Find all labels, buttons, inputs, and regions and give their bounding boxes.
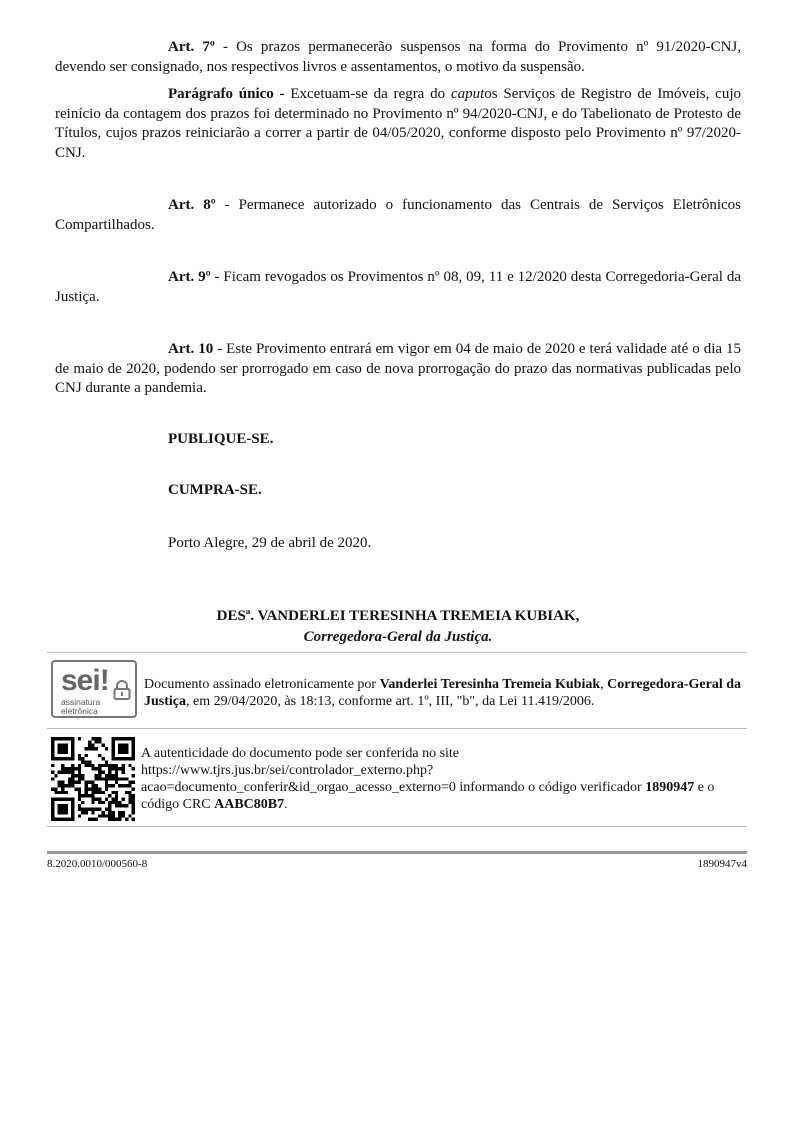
verification-text-t1: A autenticidade do documento pode ser conferida no site https://www.tjrs.jus.br/sei/controlador_externo.php?acao=documento_conferir&id_orgao_acesso_externo=0 informando o código verificador bbox=[141, 746, 646, 795]
article-10-text: - Este Provimento entrará em vigor em 04 de maio de 2020 e terá validade até o dia 15 de maio de 2020, podendo ser prorrogado em caso de nova prorrogação do prazo das normativas publicadas pelo CNJ durante a pandemia. bbox=[55, 341, 741, 396]
qr-code-icon bbox=[51, 737, 135, 821]
article-8-label: Art. 8º bbox=[168, 197, 216, 213]
signature-statement-t3: , em 29/04/2020, às 18:13, conforme art. 1º, III, "b", da Lei 11.419/2006. bbox=[186, 694, 595, 709]
sei-logo-line2: eletrônica bbox=[61, 706, 98, 716]
verification-box bbox=[47, 737, 747, 823]
sei-logo-line1: assinatura bbox=[61, 697, 101, 707]
signature-statement bbox=[144, 676, 747, 710]
signature-statement-t2: , bbox=[600, 677, 608, 692]
divider-middle bbox=[47, 728, 747, 729]
sei-logo-subtitle bbox=[61, 698, 100, 716]
footer-rule bbox=[47, 851, 747, 854]
signer-role: Corregedora-Geral da Justiça. bbox=[303, 629, 493, 645]
divider-top bbox=[47, 652, 747, 653]
signature-statement-name: Vanderlei Teresinha Tremeia Kubiak bbox=[379, 677, 601, 692]
lock-icon bbox=[113, 680, 131, 700]
local-date: Porto Alegre, 29 de abril de 2020. bbox=[168, 534, 372, 551]
document-body bbox=[55, 38, 741, 648]
article-9-text: - Ficam revogados os Provimentos nº 08, 09, 11 e 12/2020 desta Corregedoria-Geral da Justiça. bbox=[55, 269, 741, 305]
process-number: 8.2020.0010/000560-8 bbox=[47, 858, 148, 870]
sei-logo bbox=[51, 660, 137, 718]
paragrafo-unico-italic: caput bbox=[450, 86, 485, 102]
article-7-label: Art. 7º bbox=[168, 39, 215, 55]
verification-text-t2: e o código CRC bbox=[141, 780, 715, 812]
divider-bottom bbox=[47, 826, 747, 827]
article-7 bbox=[55, 38, 741, 77]
signature-statement-role: Corregedora-Geral da Justiça bbox=[144, 677, 742, 709]
verification-text-t3: . bbox=[284, 797, 288, 812]
paragrafo-unico-label: Parágrafo único - bbox=[168, 86, 285, 102]
electronic-signature-box bbox=[47, 660, 747, 720]
signature-block bbox=[55, 606, 741, 648]
article-10-label: Art. 10 bbox=[168, 341, 214, 357]
publique-se: PUBLIQUE-SE. bbox=[168, 430, 274, 447]
paragrafo-unico-text-after: os Serviços de Registro de Imóveis, cujo reinício da contagem dos prazos foi determinado no Provimento nº 94/2020-CNJ, e do Tabelionato de Protesto de Títulos, cujos prazos reiniciarão a correr a partir de 04/05/2020, conforme disposto pelo Provimento nº 97/2020- CNJ. bbox=[55, 86, 742, 161]
sei-logo-word: sei! bbox=[61, 664, 109, 697]
article-8-text: - Permanece autorizado o funcionamento das Centrais de Serviços Eletrônicos Compartilhados. bbox=[55, 197, 741, 233]
signer-name: DESª. VANDERLEI TERESINHA TREMEIA KUBIAK, bbox=[216, 608, 580, 624]
verification-text bbox=[141, 745, 747, 813]
document-version: 1890947v4 bbox=[697, 858, 747, 870]
article-9 bbox=[55, 268, 741, 307]
crc-code: AABC80B7 bbox=[214, 797, 285, 812]
signature-statement-t1: Documento assinado eletronicamente por bbox=[144, 677, 380, 692]
article-8 bbox=[55, 196, 741, 235]
article-9-label: Art. 9º bbox=[168, 269, 211, 285]
cumpra-se: CUMPRA-SE. bbox=[168, 482, 262, 498]
verification-code: 1890947 bbox=[645, 780, 695, 795]
article-10 bbox=[55, 340, 741, 399]
article-7-text: - Os prazos permanecerão suspensos na forma do Provimento nº 91/2020-CNJ, devendo ser consignado, nos respectivos livros e assentamentos, o motivo da suspensão. bbox=[55, 39, 741, 75]
paragrafo-unico-text-before: Excetuam-se da regra do bbox=[284, 86, 451, 102]
paragrafo-unico bbox=[55, 85, 741, 163]
